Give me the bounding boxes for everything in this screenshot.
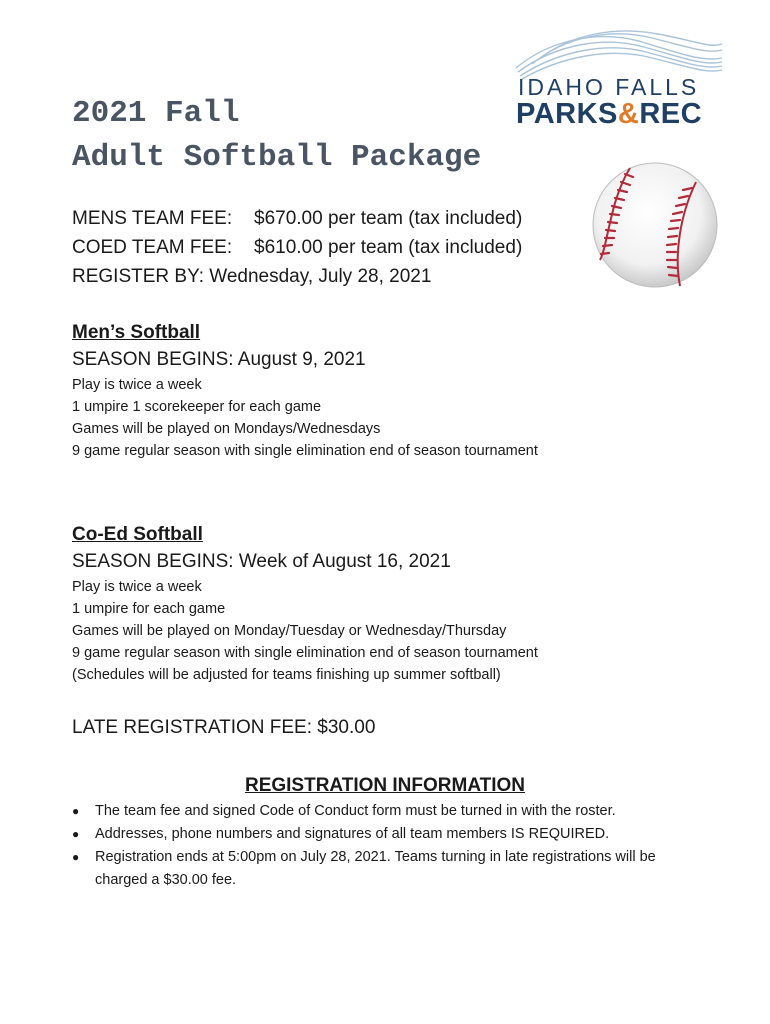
coed-team-fee-value: $610.00 per team (tax included) (254, 237, 523, 258)
list-item (72, 800, 702, 823)
baseball-icon (590, 160, 720, 290)
mens-detail-line: 1 umpire 1 scorekeeper for each game (72, 399, 322, 415)
bullet-icon: ● (72, 804, 80, 818)
registration-info-heading: REGISTRATION INFORMATION (244, 775, 526, 796)
logo-parks: PARKS (516, 98, 618, 130)
mens-team-fee-label: MENS TEAM FEE: (72, 208, 233, 229)
coed-detail-line: Games will be played on Monday/Tuesday or Wednesday/Thursday (72, 623, 507, 639)
mens-team-fee-value: $670.00 per team (tax included) (254, 208, 523, 229)
list-item-text: Addresses, phone numbers and signatures of all team members IS REQUIRED. (95, 826, 610, 842)
document-title (72, 92, 481, 180)
coed-team-fee-row (72, 233, 522, 262)
mens-softball-section (72, 320, 538, 462)
coed-team-fee-label: COED TEAM FEE: (72, 237, 233, 258)
coed-detail-line: 9 game regular season with single elimination end of season tournament (72, 645, 538, 661)
logo-rec: REC (639, 98, 703, 130)
logo-ampersand: & (617, 98, 640, 130)
mens-detail-line: 9 game regular season with single elimination end of season tournament (72, 443, 538, 459)
mens-detail-line: Games will be played on Mondays/Wednesdays (72, 421, 381, 437)
coed-detail-line: 1 umpire for each game (72, 601, 226, 617)
title-line-1: 2021 Fall (72, 96, 240, 131)
bullet-icon: ● (72, 850, 80, 864)
late-registration-fee: LATE REGISTRATION FEE: $30.00 (72, 717, 376, 738)
register-by: REGISTER BY: Wednesday, July 28, 2021 (72, 266, 432, 287)
coed-softball-heading: Co-Ed Softball (72, 524, 203, 545)
list-item-text: The team fee and signed Code of Conduct form must be turned in with the roster. (95, 803, 616, 819)
list-item (72, 846, 702, 892)
idaho-falls-parks-rec-logo (512, 28, 724, 132)
mens-detail-line: Play is twice a week (72, 377, 202, 393)
list-item-text: Registration ends at 5:00pm on July 28, 2021. Teams turning in late registrations will be charged a $30.00 fee. (95, 849, 656, 888)
bullet-icon: ● (72, 827, 80, 841)
mens-softball-heading: Men’s Softball (72, 322, 201, 343)
logo-text-idaho-falls: IDAHO FALLS (518, 74, 700, 100)
logo-text-parks-rec (516, 98, 702, 131)
mens-season-begins: SEASON BEGINS: August 9, 2021 (72, 349, 366, 370)
wave-logo-icon (512, 28, 724, 80)
title-line-2: Adult Softball Package (72, 140, 482, 175)
registration-info-list (72, 800, 702, 892)
coed-detail-line: Play is twice a week (72, 579, 202, 595)
fees-block (72, 204, 522, 291)
coed-season-begins: SEASON BEGINS: Week of August 16, 2021 (72, 551, 451, 572)
coed-detail-line: (Schedules will be adjusted for teams finishing up summer softball) (72, 667, 501, 683)
mens-team-fee-row (72, 204, 522, 233)
list-item (72, 823, 702, 846)
coed-softball-section (72, 522, 538, 686)
